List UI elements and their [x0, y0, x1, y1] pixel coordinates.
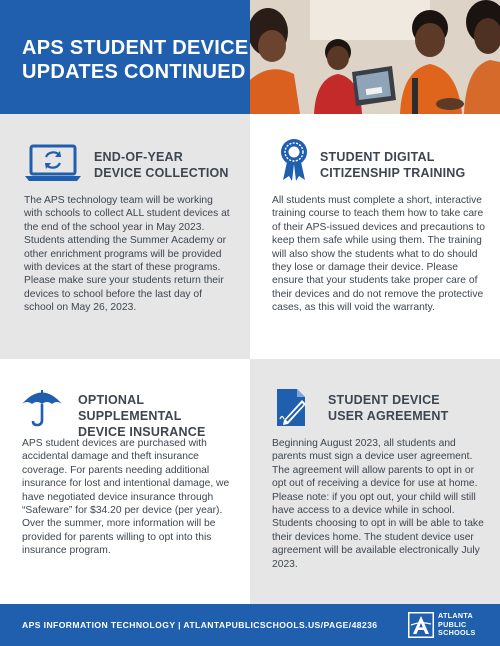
aps-logo-mark-icon	[408, 612, 434, 638]
section-device-collection	[0, 114, 250, 359]
section-body: All students must complete a short, interactive training course to teach them how to take care of their APS-issued devices and precautions to keep them safe while using them. The training will also show the students what to do should they lose or damage their device. Please ensure that your students take proper care of their devices and do not remove the protective cases, as this will void the warranty.	[272, 195, 485, 314]
section-title-line-1: STUDENT DEVICE	[328, 393, 440, 407]
award-ribbon-icon	[280, 138, 308, 182]
section-user-agreement	[250, 359, 500, 604]
laptop-refresh-icon	[24, 144, 82, 182]
aps-logo	[408, 612, 488, 640]
section-title-line-2: USER AGREEMENT	[328, 409, 449, 423]
section-body: APS student devices are purchased with accidental damage and theft insurance coverage. For parents needing additional insurance for lost and intentional damage, we have negotiated device insurance through “Safeware” for $34.20 per device (per year). Over the summer, more information will be provided for parents willing to opt into this insurance program.	[22, 438, 230, 557]
logo-text-line-2: PUBLIC	[438, 619, 467, 629]
section-title-line-2: DEVICE COLLECTION	[94, 166, 229, 180]
page-title-line-2: UPDATES CONTINUED	[22, 61, 246, 83]
section-title-line-1: STUDENT DIGITAL	[320, 150, 435, 164]
umbrella-icon	[20, 387, 64, 427]
section-title-line-2: CITIZENSHIP TRAINING	[320, 166, 466, 180]
logo-text-line-3: SCHOOLS	[438, 628, 476, 638]
section-citizenship-training	[250, 114, 500, 359]
section-body: The APS technology team will be working with schools to collect ALL student devices at the end of the school year in May 2023. Students attending the Summer Academy or other enrichment programs will be provided with devices at the start of these programs. Please make sure your students return their devices to school before the last day of school on May 26, 2023.	[24, 195, 230, 314]
section-title-line-1: END-OF-YEAR	[94, 150, 184, 164]
section-title-line-1: OPTIONAL SUPPLEMENTAL	[78, 393, 182, 423]
page-title	[0, 0, 250, 114]
students-photo-illustration	[250, 0, 500, 114]
students-photo	[250, 0, 500, 114]
page-title-line-1: APS STUDENT DEVICE	[22, 37, 249, 59]
section-title-line-2: DEVICE INSURANCE	[78, 425, 206, 439]
section-title	[328, 392, 448, 424]
section-title	[320, 149, 465, 181]
document-pen-icon	[274, 386, 310, 428]
section-title	[94, 149, 229, 181]
logo-text-line-1: ATLANTA	[438, 611, 473, 620]
aps-logo-wordmark	[438, 612, 476, 638]
section-body: Beginning August 2023, all students and parents must sign a device user agreement. The agreement will allow parents to opt in or opt out of receiving a device for use at home. Please note: if you opt out, your child will still have access to a device while in school. Students choosing to opt in will be able to take their devices home. The student device user agreement will be available electronically July 2023.	[272, 438, 484, 570]
header-banner	[0, 0, 500, 114]
section-title	[78, 392, 250, 440]
section-device-insurance	[0, 359, 250, 604]
footer-link-text[interactable]: APS INFORMATION TECHNOLOGY | ATLANTAPUBLICSCHOOLS.US/PAGE/48236	[22, 620, 378, 630]
